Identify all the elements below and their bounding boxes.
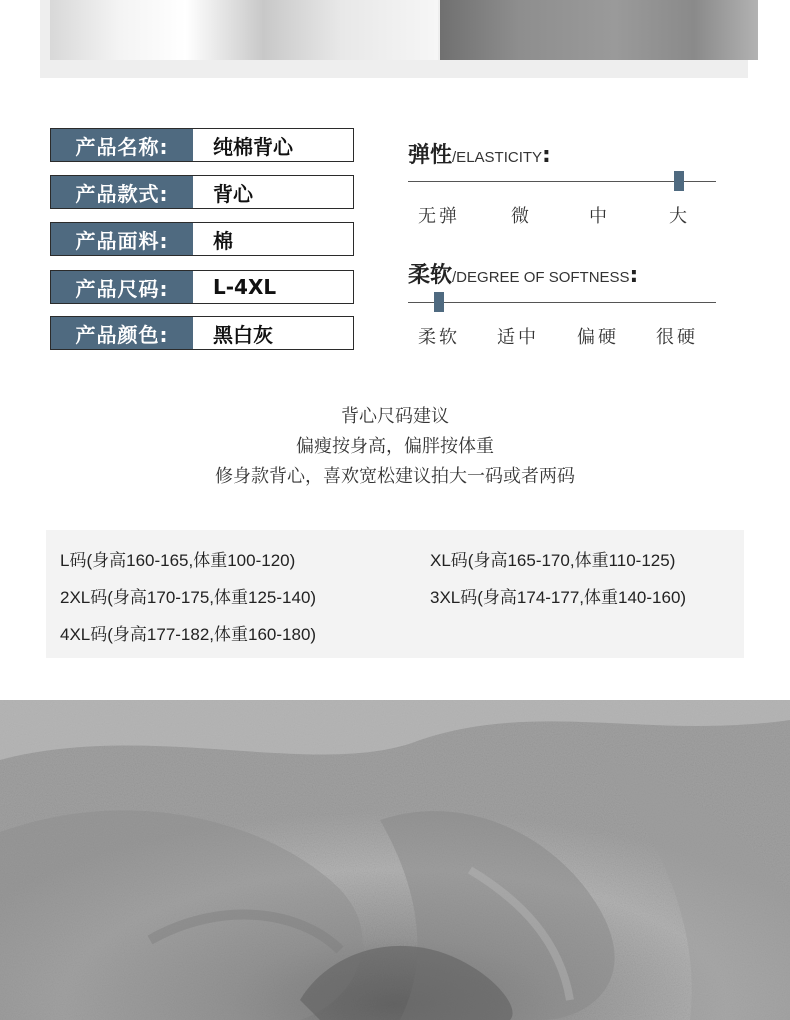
- spec-value: L-4XL: [213, 275, 277, 299]
- spec-label: 产品尺码:: [51, 271, 193, 303]
- softness-title-en: /DEGREE OF SOFTNESS: [452, 269, 630, 286]
- spec-value: 黑白灰: [213, 322, 273, 347]
- size-entry: XL码(身高165-170,体重110-125): [430, 551, 676, 570]
- spec-row-fabric: [50, 222, 354, 256]
- softness-title-colon: :: [629, 263, 639, 288]
- advice-line: 修身款背心，喜欢宽松建议拍大一码或者两码: [215, 466, 575, 487]
- size-entry: L码(身高160-165,体重100-120): [60, 551, 296, 570]
- spec-row-size: [50, 270, 354, 304]
- elasticity-line: [408, 181, 716, 182]
- fabric-closeup-photo: [0, 700, 790, 1020]
- fabric-texture: [0, 700, 790, 1020]
- spec-value: 背心: [213, 181, 253, 206]
- spec-value: 棉: [213, 228, 233, 253]
- softness-level: 偏硬: [577, 327, 619, 348]
- elasticity-level: 中: [589, 206, 610, 227]
- size-chart: [46, 530, 744, 658]
- elasticity-level: 微: [511, 206, 532, 227]
- spec-label: 产品款式:: [51, 176, 193, 208]
- product-photo-top: [40, 0, 748, 78]
- spec-row-style: [50, 175, 354, 209]
- softness-title-cn: 柔软: [408, 263, 453, 288]
- advice-title: 背心尺码建议: [341, 406, 449, 427]
- elasticity-marker: [674, 171, 684, 191]
- elasticity-level: 大: [669, 206, 690, 227]
- spec-label: 产品名称:: [51, 129, 193, 161]
- size-entry: 3XL码(身高174-177,体重140-160): [430, 588, 687, 607]
- advice-line: 偏瘦按身高，偏胖按体重: [296, 436, 494, 457]
- softness-title: [408, 258, 638, 289]
- elasticity-title-colon: :: [542, 143, 551, 168]
- elasticity-title-cn: 弹性: [408, 143, 453, 168]
- elasticity-title: [408, 138, 551, 169]
- elasticity-level: 无弹: [418, 206, 460, 227]
- size-entry: 2XL码(身高170-175,体重125-140): [60, 588, 317, 607]
- softness-level: 很硬: [656, 327, 698, 348]
- softness-level: 适中: [497, 327, 539, 348]
- softness-line: [408, 302, 716, 303]
- spec-label: 产品颜色:: [51, 317, 193, 349]
- softness-marker: [434, 292, 444, 312]
- spec-row-color: [50, 316, 354, 350]
- gray-vest-photo: [440, 0, 758, 60]
- spec-row-name: [50, 128, 354, 162]
- softness-level: 柔软: [418, 327, 460, 348]
- spec-label: 产品面料:: [51, 223, 193, 255]
- white-vest-photo: [50, 0, 438, 60]
- elasticity-title-en: /ELASTICITY: [452, 149, 543, 166]
- size-entry: 4XL码(身高177-182,体重160-180): [60, 625, 317, 644]
- spec-value: 纯棉背心: [213, 134, 293, 159]
